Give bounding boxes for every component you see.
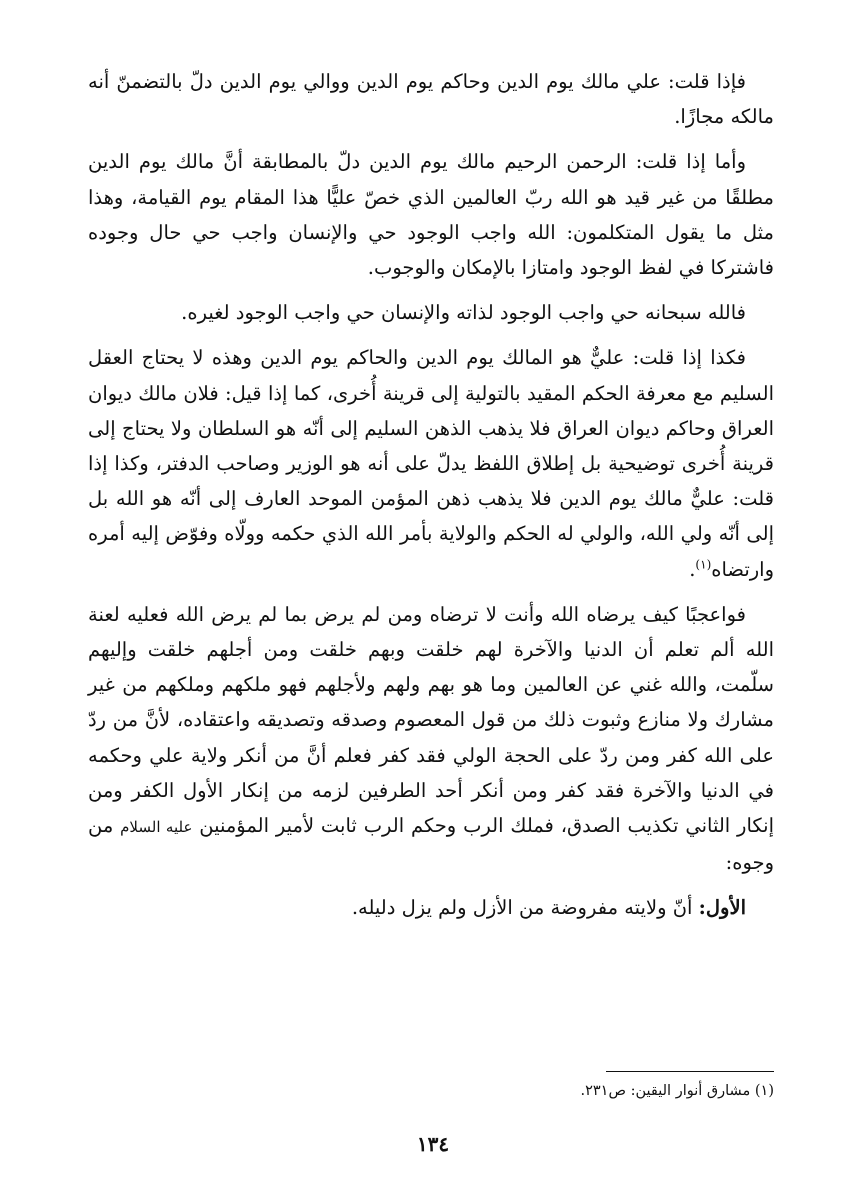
paragraph-4-text: فكذا إذا قلت: عليٌّ هو المالك يوم الدين والحاكم يوم الدين وهذه لا يحتاج العقل السليم مع معرفة الحكم المقيد بالتولية إلى قرينة أُخرى، كما إذا قيل: فلان مالك ديوان العراق وحاكم ديوان العراق فلا يذهب الذهن السليم إلى أنّه هو السلطان ولا يحتاج إلى قرينة أُخرى توضيحية بل إطلاق اللفظ يدلّ على أنه هو الوزير وصاحب الدفتر، وكذا إذا قلت: عليٌّ مالك يوم الدين فلا يذهب ذهن المؤمن الموحد العارف إلى أنّه هو الله بل إلى أنّه ولي الله، والولي له الحكم والولاية بأمر الله الذي حكمه وولّاه وفوّض إليه أمره وارتضاه bbox=[88, 346, 774, 581]
paragraph-5 bbox=[88, 597, 774, 881]
paragraph-4-end: . bbox=[689, 557, 696, 581]
footnote-marker[interactable]: (١) bbox=[695, 557, 712, 572]
paragraph-2: وأما إذا قلت: الرحمن الرحيم مالك يوم الدين دلّ بالمطابقة أنَّ مالك يوم الدين مطلقًا من غير قيد هو الله ربّ العالمين الذي خصّ عليًّا هذا المقام يوم القيامة، وهذا مثل ما يقول المتكلمون: الله واجب الوجود حي والإنسان واجب حي حال وجوده فاشتركا في لفظ الوجود وامتازا بالإمكان والوجوب. bbox=[88, 150, 774, 280]
paragraph-5-end: من وجوه: bbox=[88, 814, 774, 875]
first-point-label: الأول: bbox=[698, 896, 746, 920]
paragraph-3: فالله سبحانه حي واجب الوجود لذاته والإنسان حي واجب الوجود لغيره. bbox=[181, 301, 746, 325]
paragraph-5-text: فواعجبًا كيف يرضاه الله وأنت لا ترضاه ومن لم يرض بما لم يرض الله فعليه لعنة الله ألم تعلم أن الدنيا والآخرة لهم خلقت وبهم خلقت ومن أجلهم خلقت وإليهم سلّمت، والله غني عن العالمين وما هو بهم ولهم ولأجلهم فهو ملكهم وملكهم من غير مشارك ولا منازع وثبوت ذلك من قول المعصوم وصدقه وتصديقه واعتقاده، لأنَّ من ردّ على الله كفر ومن ردّ على الحجة الولي فقد كفر فعلم أنَّ من أنكر ولاية علي وحكمه في الدنيا والآخرة فقد كفر ومن أنكر أحد الطرفين لزمه من إنكار الأول الكفر ومن إنكار الثاني تكذيب الصدق، فملك الرب وحكم الرب ثابت لأمير المؤمنين bbox=[88, 602, 775, 838]
paragraph-1: فإذا قلت: علي مالك يوم الدين وحاكم يوم الدين ووالي يوم الدين دلّ بالتضمنّ أنه مالكه مجازًا. bbox=[88, 70, 774, 129]
paragraph-6-text: أنّ ولايته مفروضة من الأزل ولم يزل دليله. bbox=[351, 896, 693, 920]
page-number: ١٣٤ bbox=[416, 1132, 450, 1156]
paragraph-6 bbox=[88, 890, 774, 925]
paragraph-4 bbox=[88, 340, 774, 586]
footnote: (١) مشارق أنوار اليقين: ص٢٣١. bbox=[580, 1083, 774, 1099]
honorific-symbol: عليه السلام bbox=[120, 818, 193, 837]
footnote-divider bbox=[606, 1071, 774, 1072]
